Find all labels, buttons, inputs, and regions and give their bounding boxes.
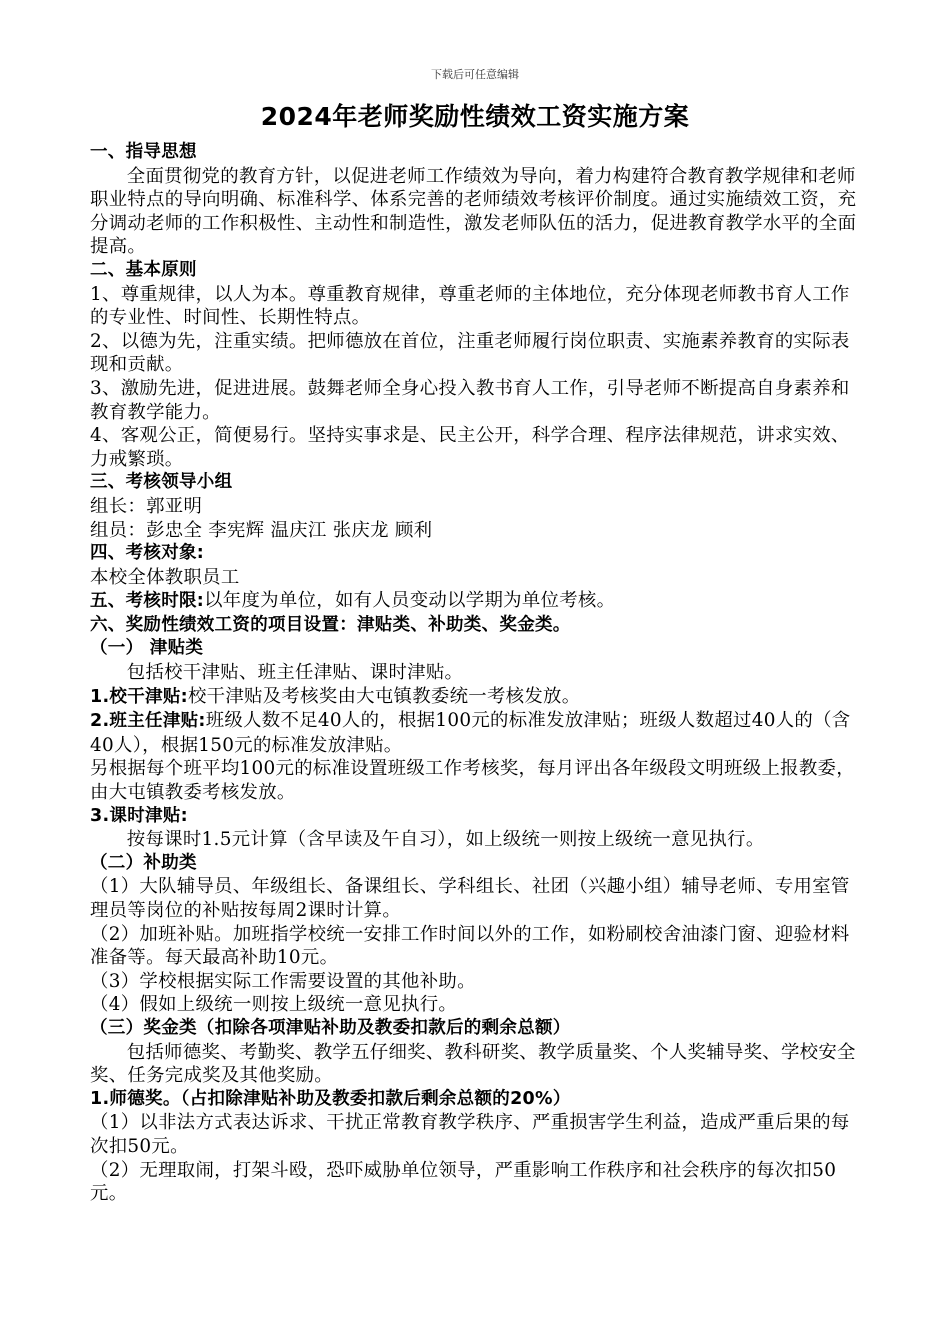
subsidy-item: （2）加班补贴。加班指学校统一安排工作时间以外的工作，如粉刷校舍油漆门窗、迎验材料准备等。每天最高补助10元。	[90, 923, 850, 969]
bonus-item-heading: 1.师德奖。（占扣除津贴补助及教委扣款后剩余总额的20%）	[90, 1088, 571, 1109]
subsidy-item: （3）学校根据实际工作需要设置的其他补助。	[90, 970, 476, 992]
assessment-period-text: 以年度为单位，如有人员变动以学期为单位考核。	[204, 590, 616, 612]
section-heading-guiding-ideology: 一、指导思想	[90, 142, 197, 162]
section-heading-assessment-target: 四、考核对象:	[90, 543, 205, 564]
bonus-deduction-point: （1）以非法方式表达诉求、干扰正常教育教学秩序、严重损害学生利益，造成严重后果的每次扣50元。	[90, 1112, 850, 1157]
principle-item: 4、客观公正，简便易行。坚持实事求是、民主公开，科学合理、程序法律规范，讲求实效、力戒繁琐。	[90, 425, 850, 470]
allowance-item-label: 2.班主任津贴:	[90, 711, 206, 732]
allowance-item-text: 校干津贴及考核奖由大屯镇教委统一考核发放。	[187, 685, 581, 707]
allowances-intro: 包括校干津贴、班主任津贴、课时津贴。	[126, 662, 464, 684]
allowance-item-label: 1.校干津贴:	[90, 686, 188, 707]
allowance-item-text: 班级人数不足40人的，根据100元的标准发放津贴；班级人数超过40人的（含40人），根据150元的标准发放津贴。	[90, 710, 851, 756]
group-leader: 组长：郭亚明	[90, 495, 203, 517]
header-note: 下载后可任意编辑	[431, 68, 519, 81]
principle-item: 1、尊重规律，以人为本。尊重教育规律，尊重老师的主体地位，充分体现老师教书育人工作的专业性、时间性、长期性特点。	[90, 283, 850, 329]
allowance-item	[90, 685, 860, 710]
section-heading-assessment-period: 五、考核时限:	[90, 591, 205, 612]
section-heading-project-settings: 六、奖励性绩效工资的项目设置：津贴类、补助类、奖金类。	[90, 614, 571, 635]
assessment-target-text: 本校全体教职员工	[90, 566, 240, 588]
subsection-heading-subsidies: （二）补助类	[90, 852, 197, 873]
principle-item: 3、激励先进，促进进展。鼓舞老师全身心投入教书育人工作，引导老师不断提高自身素养和教育教学能力。	[90, 377, 850, 423]
allowance-item-text: 按每课时1.5元计算（含早读及午自习），如上级统一则按上级统一意见执行。	[126, 829, 765, 851]
bonuses-intro: 包括师德奖、考勤奖、教学五仔细奖、教科研奖、教学质量奖、个人奖辅导奖、学校安全奖、任务完成奖及其他奖励。	[90, 1041, 856, 1087]
subsidy-item: （4）假如上级统一则按上级统一意见执行。	[90, 994, 458, 1016]
allowance-item	[90, 709, 860, 757]
document-body	[90, 141, 860, 1206]
section-heading-leadership-group: 三、考核领导小组	[90, 472, 233, 493]
document-title: 2024年老师奖励性绩效工资实施方案	[260, 102, 690, 131]
assessment-period	[90, 589, 860, 614]
allowance-item-extra: 另根据每个班平均100元的标准设置班级工作考核奖，每月评出各年级段文明班级上报教委，由大屯镇教委考核发放。	[90, 758, 855, 804]
section-heading-basic-principles: 二、基本原则	[90, 259, 197, 280]
group-members: 组员：彭忠全 李宪辉 温庆江 张庆龙 顾利	[90, 519, 433, 541]
allowance-item-label: 3.课时津贴:	[90, 805, 188, 826]
subsection-heading-allowances: （一） 津贴类	[90, 638, 204, 659]
principle-item: 2、以德为先，注重实绩。把师德放在首位，注重老师履行岗位职责、实施素养教育的实际表现和贡献。	[90, 330, 850, 376]
section-paragraph: 全面贯彻党的教育方针，以促进老师工作绩效为导向，着力构建符合教育教学规律和老师职业特点的导向明确、标准科学、体系完善的老师绩效考核评价制度。通过实施绩效工资，充分调动老师的工作积极性、主动性和制造性，激发老师队伍的活力，促进教育教学水平的全面提高。	[90, 165, 857, 258]
subsection-heading-bonuses: （三）奖金类（扣除各项津贴补助及教委扣款后的剩余总额）	[90, 1017, 571, 1038]
subsidy-item: （1）大队辅导员、年级组长、备课组长、学科组长、社团（兴趣小组）辅导老师、专用室管理员等岗位的补贴按每周2课时计算。	[90, 876, 850, 921]
bonus-deduction-point: （2）无理取闹，打架斗殴，恐吓威胁单位领导，严重影响工作秩序和社会秩序的每次扣50元。	[90, 1159, 837, 1205]
